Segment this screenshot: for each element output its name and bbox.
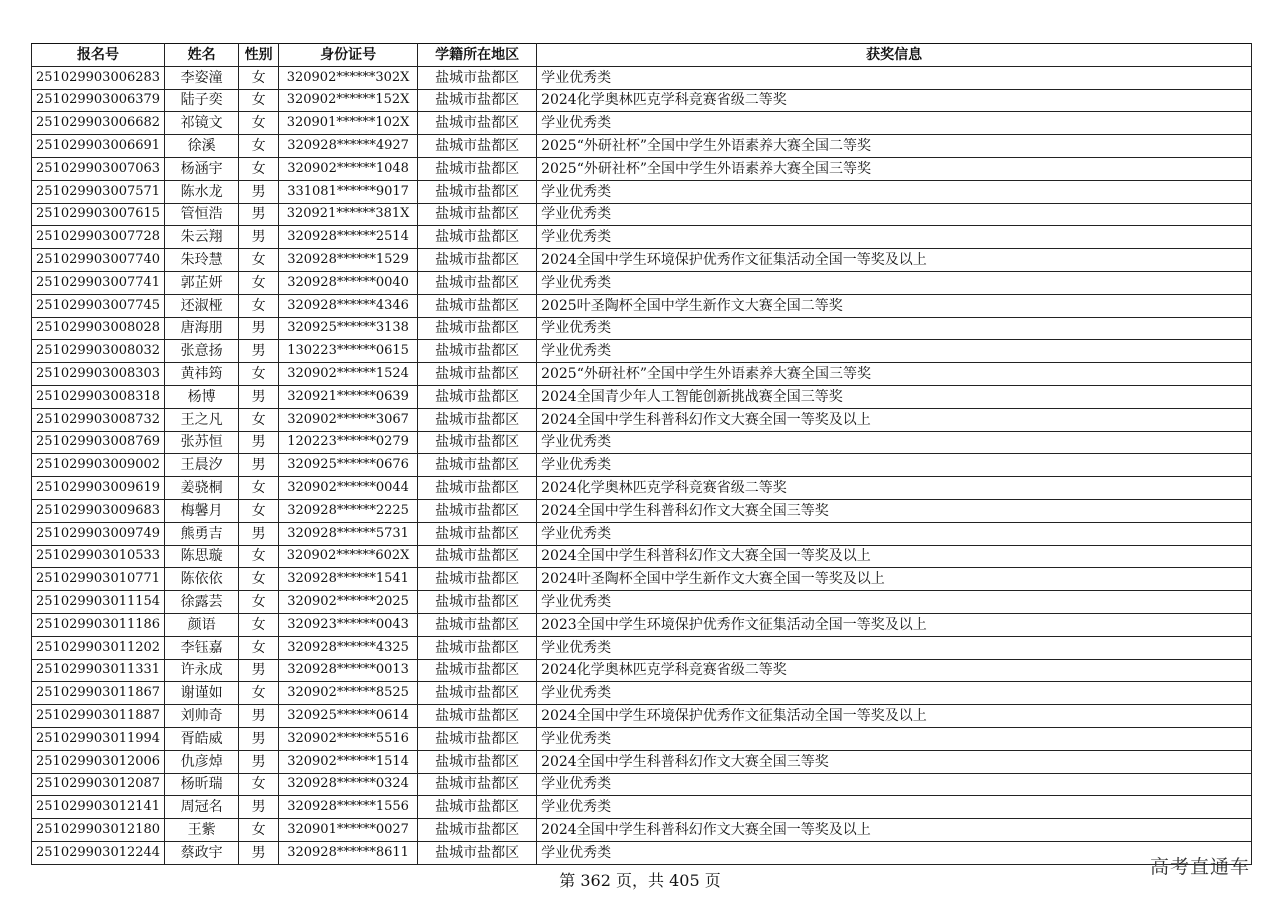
cell-name: 徐溪 [165, 135, 239, 158]
cell-name: 陆子奕 [165, 89, 239, 112]
cell-sex: 女 [239, 773, 279, 796]
table-row [32, 591, 1252, 614]
cell-id-card: 320902******2025 [279, 591, 418, 614]
cell-award: 2025叶圣陶杯全国中学生新作文大赛全国二等奖 [537, 294, 1252, 317]
cell-sex: 男 [239, 705, 279, 728]
cell-id-card: 320928******0040 [279, 271, 418, 294]
cell-id-card: 320921******381X [279, 203, 418, 226]
cell-id-card: 331081******9017 [279, 180, 418, 203]
cell-id-card: 320928******2225 [279, 499, 418, 522]
cell-reg-no: 251029903010533 [32, 545, 165, 568]
cell-region: 盐城市盐都区 [418, 499, 537, 522]
cell-award: 2023全国中学生环境保护优秀作文征集活动全国一等奖及以上 [537, 613, 1252, 636]
cell-name: 蔡政宇 [165, 841, 239, 864]
table-row [32, 613, 1252, 636]
cell-award: 2025“外研社杯”全国中学生外语素养大赛全国三等奖 [537, 157, 1252, 180]
cell-region: 盐城市盐都区 [418, 112, 537, 135]
table-row [32, 477, 1252, 500]
table-row [32, 522, 1252, 545]
table-row [32, 705, 1252, 728]
cell-award: 学业优秀类 [537, 180, 1252, 203]
cell-reg-no: 251029903011202 [32, 636, 165, 659]
cell-reg-no: 251029903006379 [32, 89, 165, 112]
cell-sex: 女 [239, 408, 279, 431]
cell-reg-no: 251029903012006 [32, 750, 165, 773]
cell-sex: 男 [239, 385, 279, 408]
cell-id-card: 320902******0044 [279, 477, 418, 500]
header-row [32, 44, 1252, 67]
cell-region: 盐城市盐都区 [418, 317, 537, 340]
cell-name: 杨博 [165, 385, 239, 408]
cell-award: 学业优秀类 [537, 340, 1252, 363]
cell-award: 学业优秀类 [537, 203, 1252, 226]
cell-name: 还淑桠 [165, 294, 239, 317]
cell-sex: 女 [239, 363, 279, 386]
cell-reg-no: 251029903011331 [32, 659, 165, 682]
table-row [32, 682, 1252, 705]
cell-region: 盐城市盐都区 [418, 294, 537, 317]
cell-sex: 女 [239, 135, 279, 158]
cell-sex: 男 [239, 727, 279, 750]
cell-reg-no: 251029903007728 [32, 226, 165, 249]
cell-name: 王紫 [165, 819, 239, 842]
table-row [32, 226, 1252, 249]
cell-id-card: 320928******4346 [279, 294, 418, 317]
header-reg-no: 报名号 [32, 44, 165, 67]
cell-region: 盐城市盐都区 [418, 135, 537, 158]
cell-region: 盐城市盐都区 [418, 180, 537, 203]
table-row [32, 66, 1252, 89]
cell-reg-no: 251029903011867 [32, 682, 165, 705]
cell-name: 管恒浩 [165, 203, 239, 226]
cell-id-card: 320928******0324 [279, 773, 418, 796]
table-row [32, 385, 1252, 408]
cell-award: 2024全国青少年人工智能创新挑战赛全国三等奖 [537, 385, 1252, 408]
cell-name: 王晨汐 [165, 454, 239, 477]
table-row [32, 317, 1252, 340]
table-row [32, 773, 1252, 796]
cell-sex: 男 [239, 454, 279, 477]
cell-id-card: 320925******0614 [279, 705, 418, 728]
cell-name: 徐露芸 [165, 591, 239, 614]
cell-name: 陈依依 [165, 568, 239, 591]
cell-name: 唐海朋 [165, 317, 239, 340]
table-row [32, 431, 1252, 454]
cell-sex: 女 [239, 249, 279, 272]
cell-id-card: 320925******3138 [279, 317, 418, 340]
page-number: 第 362 页，共 405 页 [559, 871, 721, 890]
cell-reg-no: 251029903011154 [32, 591, 165, 614]
cell-region: 盐城市盐都区 [418, 841, 537, 864]
cell-region: 盐城市盐都区 [418, 66, 537, 89]
cell-id-card: 320925******0676 [279, 454, 418, 477]
cell-award: 2024叶圣陶杯全国中学生新作文大赛全国一等奖及以上 [537, 568, 1252, 591]
cell-region: 盐城市盐都区 [418, 408, 537, 431]
cell-id-card: 320902******602X [279, 545, 418, 568]
cell-region: 盐城市盐都区 [418, 157, 537, 180]
cell-sex: 男 [239, 431, 279, 454]
cell-reg-no: 251029903006682 [32, 112, 165, 135]
cell-region: 盐城市盐都区 [418, 454, 537, 477]
cell-award: 学业优秀类 [537, 112, 1252, 135]
table-row [32, 796, 1252, 819]
cell-name: 谢谨如 [165, 682, 239, 705]
cell-id-card: 320902******1514 [279, 750, 418, 773]
cell-sex: 男 [239, 522, 279, 545]
table-row [32, 819, 1252, 842]
cell-reg-no: 251029903012244 [32, 841, 165, 864]
cell-region: 盐城市盐都区 [418, 636, 537, 659]
cell-award: 学业优秀类 [537, 841, 1252, 864]
cell-id-card: 320928******2514 [279, 226, 418, 249]
cell-name: 张苏恒 [165, 431, 239, 454]
cell-reg-no: 251029903009619 [32, 477, 165, 500]
cell-sex: 女 [239, 499, 279, 522]
table-row [32, 203, 1252, 226]
cell-sex: 女 [239, 477, 279, 500]
cell-name: 张意扬 [165, 340, 239, 363]
cell-reg-no: 251029903009683 [32, 499, 165, 522]
table-header [32, 44, 1252, 67]
table-row [32, 363, 1252, 386]
header-sex: 性别 [239, 44, 279, 67]
cell-sex: 女 [239, 819, 279, 842]
cell-id-card: 320928******1556 [279, 796, 418, 819]
cell-region: 盐城市盐都区 [418, 727, 537, 750]
cell-id-card: 320902******152X [279, 89, 418, 112]
cell-id-card: 320928******1529 [279, 249, 418, 272]
cell-region: 盐城市盐都区 [418, 659, 537, 682]
cell-region: 盐城市盐都区 [418, 796, 537, 819]
cell-award: 学业优秀类 [537, 454, 1252, 477]
cell-region: 盐城市盐都区 [418, 249, 537, 272]
cell-id-card: 320902******302X [279, 66, 418, 89]
cell-name: 陈水龙 [165, 180, 239, 203]
cell-name: 杨涵宇 [165, 157, 239, 180]
cell-name: 朱云翔 [165, 226, 239, 249]
table-row [32, 294, 1252, 317]
cell-region: 盐城市盐都区 [418, 226, 537, 249]
table-row [32, 545, 1252, 568]
cell-reg-no: 251029903012180 [32, 819, 165, 842]
cell-id-card: 320928******8611 [279, 841, 418, 864]
table-row [32, 659, 1252, 682]
cell-reg-no: 251029903007745 [32, 294, 165, 317]
cell-reg-no: 251029903011994 [32, 727, 165, 750]
cell-region: 盐城市盐都区 [418, 613, 537, 636]
cell-award: 学业优秀类 [537, 727, 1252, 750]
table-row [32, 750, 1252, 773]
table-body [32, 66, 1252, 864]
cell-reg-no: 251029903007615 [32, 203, 165, 226]
cell-id-card: 320928******4927 [279, 135, 418, 158]
cell-id-card: 320928******1541 [279, 568, 418, 591]
cell-sex: 女 [239, 294, 279, 317]
cell-id-card: 320921******0639 [279, 385, 418, 408]
cell-award: 2024全国中学生环境保护优秀作文征集活动全国一等奖及以上 [537, 705, 1252, 728]
cell-name: 祁镜文 [165, 112, 239, 135]
cell-id-card: 320923******0043 [279, 613, 418, 636]
cell-sex: 男 [239, 226, 279, 249]
cell-sex: 男 [239, 750, 279, 773]
cell-id-card: 320928******5731 [279, 522, 418, 545]
cell-id-card: 320928******0013 [279, 659, 418, 682]
cell-id-card: 320902******1048 [279, 157, 418, 180]
table-row [32, 89, 1252, 112]
cell-reg-no: 251029903011186 [32, 613, 165, 636]
cell-reg-no: 251029903007741 [32, 271, 165, 294]
cell-name: 许永成 [165, 659, 239, 682]
cell-name: 刘帅奇 [165, 705, 239, 728]
cell-award: 学业优秀类 [537, 66, 1252, 89]
results-table [31, 43, 1252, 865]
cell-region: 盐城市盐都区 [418, 705, 537, 728]
cell-region: 盐城市盐都区 [418, 522, 537, 545]
cell-region: 盐城市盐都区 [418, 340, 537, 363]
cell-award: 学业优秀类 [537, 522, 1252, 545]
table-row [32, 157, 1252, 180]
cell-reg-no: 251029903009749 [32, 522, 165, 545]
cell-id-card: 320902******1524 [279, 363, 418, 386]
cell-sex: 男 [239, 180, 279, 203]
cell-region: 盐城市盐都区 [418, 682, 537, 705]
table-row [32, 340, 1252, 363]
cell-region: 盐城市盐都区 [418, 385, 537, 408]
cell-reg-no: 251029903007063 [32, 157, 165, 180]
header-name: 姓名 [165, 44, 239, 67]
cell-sex: 女 [239, 545, 279, 568]
cell-name: 仇彦焯 [165, 750, 239, 773]
cell-id-card: 130223******0615 [279, 340, 418, 363]
cell-id-card: 320902******3067 [279, 408, 418, 431]
cell-award: 学业优秀类 [537, 796, 1252, 819]
cell-id-card: 320901******102X [279, 112, 418, 135]
table-row [32, 568, 1252, 591]
cell-name: 颜语 [165, 613, 239, 636]
table-row [32, 636, 1252, 659]
cell-sex: 女 [239, 568, 279, 591]
cell-reg-no: 251029903007740 [32, 249, 165, 272]
cell-award: 学业优秀类 [537, 636, 1252, 659]
cell-reg-no: 251029903010771 [32, 568, 165, 591]
cell-id-card: 320901******0027 [279, 819, 418, 842]
cell-reg-no: 251029903007571 [32, 180, 165, 203]
cell-region: 盐城市盐都区 [418, 271, 537, 294]
table-row [32, 180, 1252, 203]
cell-reg-no: 251029903008032 [32, 340, 165, 363]
table-row [32, 841, 1252, 864]
cell-name: 周冠名 [165, 796, 239, 819]
cell-name: 梅馨月 [165, 499, 239, 522]
cell-region: 盐城市盐都区 [418, 203, 537, 226]
cell-award: 学业优秀类 [537, 682, 1252, 705]
cell-region: 盐城市盐都区 [418, 568, 537, 591]
cell-sex: 男 [239, 796, 279, 819]
cell-name: 李钰嘉 [165, 636, 239, 659]
cell-sex: 女 [239, 613, 279, 636]
cell-sex: 女 [239, 636, 279, 659]
cell-sex: 女 [239, 89, 279, 112]
table-row [32, 112, 1252, 135]
cell-region: 盐城市盐都区 [418, 819, 537, 842]
cell-award: 2024全国中学生科普科幻作文大赛全国一等奖及以上 [537, 545, 1252, 568]
cell-award: 2024全国中学生科普科幻作文大赛全国一等奖及以上 [537, 408, 1252, 431]
cell-name: 姜骁桐 [165, 477, 239, 500]
table-row [32, 499, 1252, 522]
cell-reg-no: 251029903008732 [32, 408, 165, 431]
cell-sex: 女 [239, 66, 279, 89]
cell-name: 王之凡 [165, 408, 239, 431]
cell-sex: 女 [239, 271, 279, 294]
table-row [32, 727, 1252, 750]
cell-name: 李姿潼 [165, 66, 239, 89]
cell-reg-no: 251029903006283 [32, 66, 165, 89]
cell-region: 盐城市盐都区 [418, 431, 537, 454]
cell-region: 盐城市盐都区 [418, 477, 537, 500]
cell-sex: 男 [239, 203, 279, 226]
table-row [32, 408, 1252, 431]
table-row [32, 135, 1252, 158]
cell-award: 学业优秀类 [537, 317, 1252, 340]
cell-sex: 女 [239, 157, 279, 180]
cell-region: 盐城市盐都区 [418, 89, 537, 112]
watermark-logo: 高考直通车 [1149, 856, 1250, 878]
cell-sex: 男 [239, 340, 279, 363]
table-row [32, 454, 1252, 477]
cell-name: 胥皓威 [165, 727, 239, 750]
cell-award: 2024全国中学生科普科幻作文大赛全国三等奖 [537, 750, 1252, 773]
cell-award: 2024化学奥林匹克学科竞赛省级二等奖 [537, 89, 1252, 112]
cell-reg-no: 251029903008769 [32, 431, 165, 454]
cell-name: 郭芷妍 [165, 271, 239, 294]
cell-region: 盐城市盐都区 [418, 591, 537, 614]
cell-award: 学业优秀类 [537, 271, 1252, 294]
cell-reg-no: 251029903008028 [32, 317, 165, 340]
cell-reg-no: 251029903008318 [32, 385, 165, 408]
cell-award: 2025“外研社杯”全国中学生外语素养大赛全国二等奖 [537, 135, 1252, 158]
cell-reg-no: 251029903011887 [32, 705, 165, 728]
cell-sex: 女 [239, 591, 279, 614]
cell-award: 2024化学奥林匹克学科竞赛省级二等奖 [537, 477, 1252, 500]
header-region: 学籍所在地区 [418, 44, 537, 67]
cell-sex: 女 [239, 682, 279, 705]
cell-award: 学业优秀类 [537, 431, 1252, 454]
cell-sex: 女 [239, 112, 279, 135]
cell-award: 学业优秀类 [537, 226, 1252, 249]
cell-reg-no: 251029903006691 [32, 135, 165, 158]
cell-region: 盐城市盐都区 [418, 363, 537, 386]
cell-reg-no: 251029903008303 [32, 363, 165, 386]
cell-award: 学业优秀类 [537, 591, 1252, 614]
cell-region: 盐城市盐都区 [418, 750, 537, 773]
cell-id-card: 320902******5516 [279, 727, 418, 750]
cell-reg-no: 251029903012087 [32, 773, 165, 796]
table-row [32, 249, 1252, 272]
cell-award: 2025“外研社杯”全国中学生外语素养大赛全国三等奖 [537, 363, 1252, 386]
cell-award: 2024化学奥林匹克学科竞赛省级二等奖 [537, 659, 1252, 682]
cell-sex: 男 [239, 317, 279, 340]
cell-region: 盐城市盐都区 [418, 773, 537, 796]
cell-name: 熊勇吉 [165, 522, 239, 545]
cell-reg-no: 251029903012141 [32, 796, 165, 819]
table-row [32, 271, 1252, 294]
cell-award: 2024全国中学生科普科幻作文大赛全国一等奖及以上 [537, 819, 1252, 842]
cell-id-card: 320928******4325 [279, 636, 418, 659]
cell-name: 陈思璇 [165, 545, 239, 568]
cell-award: 2024全国中学生科普科幻作文大赛全国三等奖 [537, 499, 1252, 522]
cell-award: 学业优秀类 [537, 773, 1252, 796]
header-id-card: 身份证号 [279, 44, 418, 67]
cell-sex: 男 [239, 841, 279, 864]
cell-name: 朱玲慧 [165, 249, 239, 272]
cell-id-card: 120223******0279 [279, 431, 418, 454]
cell-region: 盐城市盐都区 [418, 545, 537, 568]
cell-id-card: 320902******8525 [279, 682, 418, 705]
cell-award: 2024全国中学生环境保护优秀作文征集活动全国一等奖及以上 [537, 249, 1252, 272]
cell-reg-no: 251029903009002 [32, 454, 165, 477]
cell-sex: 男 [239, 659, 279, 682]
cell-name: 杨昕瑞 [165, 773, 239, 796]
header-award: 获奖信息 [537, 44, 1252, 67]
cell-name: 黄祎筠 [165, 363, 239, 386]
